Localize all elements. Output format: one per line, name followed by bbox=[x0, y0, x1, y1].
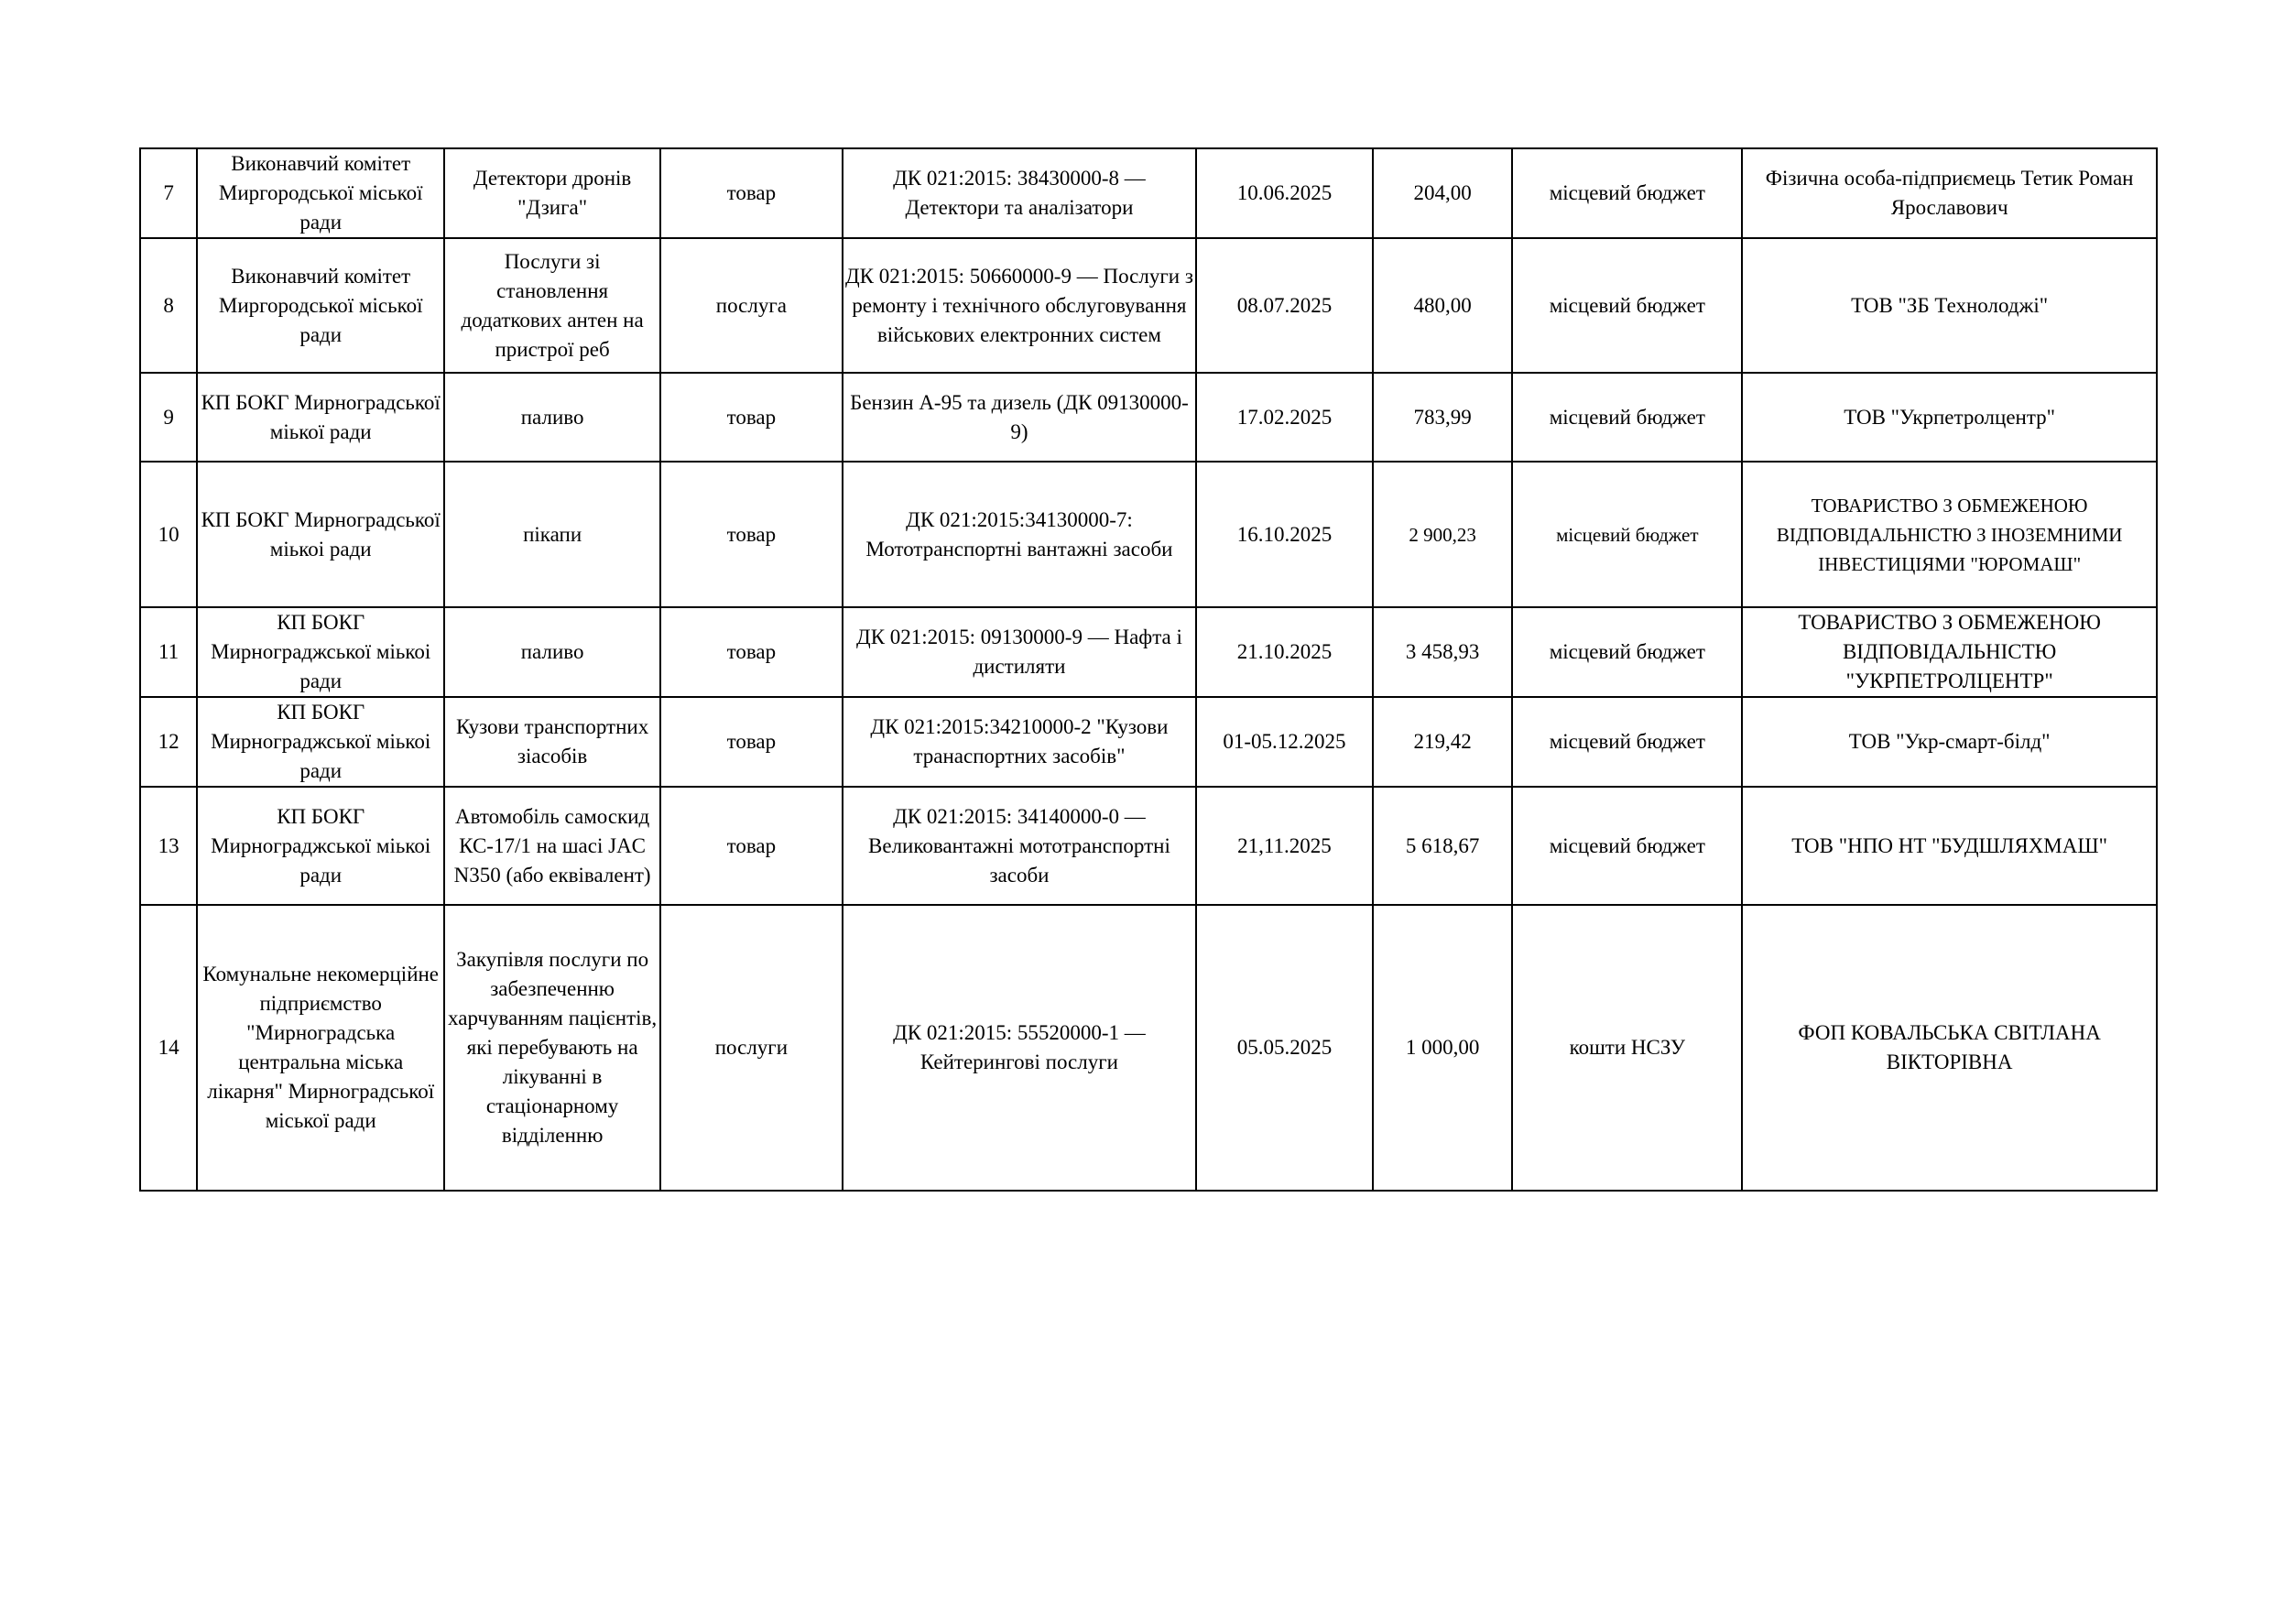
code-cell: ДК 021:2015: 55520000-1 — Кейтерингові послуги bbox=[843, 905, 1196, 1191]
type-cell: товар bbox=[660, 787, 843, 905]
subject-cell: Детектори дронів "Дзига" bbox=[444, 148, 660, 238]
supplier-cell: ФОП КОВАЛЬСЬКА СВІТЛАНА ВІКТОРІВНА bbox=[1742, 905, 2157, 1191]
customer-cell: Виконавчий комітет Миргородської міської ради bbox=[197, 238, 444, 373]
customer-cell: КП БОКГ Мирнограджської міькоі ради bbox=[197, 787, 444, 905]
customer-cell: КП БОКГ Мирнограджської міькоі ради bbox=[197, 607, 444, 697]
row-number: 7 bbox=[140, 148, 197, 238]
type-cell: послуги bbox=[660, 905, 843, 1191]
type-cell: товар bbox=[660, 373, 843, 462]
date-cell: 01-05.12.2025 bbox=[1196, 697, 1373, 787]
customer-cell: Комунальне некомерційне підприємство "Мирноградська центральна міська лікарня" Мирноградської міської ради bbox=[197, 905, 444, 1191]
funding-source-cell: місцевий бюджет bbox=[1512, 607, 1742, 697]
subject-cell: Кузови транспортних зіасобів bbox=[444, 697, 660, 787]
funding-source-cell: місцевий бюджет bbox=[1512, 697, 1742, 787]
code-cell: ДК 021:2015: 38430000-8 — Детектори та аналізатори bbox=[843, 148, 1196, 238]
code-cell: ДК 021:2015: 34140000-0 — Великовантажні мототранспортні засоби bbox=[843, 787, 1196, 905]
subject-cell: паливо bbox=[444, 373, 660, 462]
row-number: 8 bbox=[140, 238, 197, 373]
table-row bbox=[140, 373, 2157, 462]
table-row bbox=[140, 462, 2157, 607]
amount-cell: 3 458,93 bbox=[1373, 607, 1513, 697]
type-cell: товар bbox=[660, 607, 843, 697]
supplier-cell: ТОВАРИСТВО З ОБМЕЖЕНОЮ ВІДПОВІДАЛЬНІСТЮ З ІНОЗЕМНИМИ ІНВЕСТИЦІЯМИ "ЮРОМАШ" bbox=[1742, 462, 2157, 607]
table-row bbox=[140, 905, 2157, 1191]
subject-cell: Послуги зі становлення додаткових антен на пристрої реб bbox=[444, 238, 660, 373]
amount-cell: 1 000,00 bbox=[1373, 905, 1513, 1191]
amount-cell: 5 618,67 bbox=[1373, 787, 1513, 905]
customer-cell: КП БОКГ Мирноградської міької ради bbox=[197, 373, 444, 462]
amount-cell: 480,00 bbox=[1373, 238, 1513, 373]
subject-cell: Автомобіль самоскид КС-17/1 на шасі JAC N350 (або еквівалент) bbox=[444, 787, 660, 905]
table-row bbox=[140, 787, 2157, 905]
type-cell: послуга bbox=[660, 238, 843, 373]
type-cell: товар bbox=[660, 462, 843, 607]
amount-cell: 783,99 bbox=[1373, 373, 1513, 462]
supplier-cell: ТОВ "Укрпетролцентр" bbox=[1742, 373, 2157, 462]
customer-cell: Виконавчий комітет Миргородської міської ради bbox=[197, 148, 444, 238]
type-cell: товар bbox=[660, 697, 843, 787]
amount-cell: 2 900,23 bbox=[1373, 462, 1513, 607]
row-number: 9 bbox=[140, 373, 197, 462]
customer-cell: КП БОКГ Мирноградської міькоі ради bbox=[197, 462, 444, 607]
supplier-cell: ТОВ "Укр-смарт-білд" bbox=[1742, 697, 2157, 787]
code-cell: ДК 021:2015:34130000-7: Мототранспортні вантажні засоби bbox=[843, 462, 1196, 607]
subject-cell: паливо bbox=[444, 607, 660, 697]
supplier-cell: ТОВ "НПО НТ "БУДШЛЯХМАШ" bbox=[1742, 787, 2157, 905]
date-cell: 16.10.2025 bbox=[1196, 462, 1373, 607]
row-number: 13 bbox=[140, 787, 197, 905]
funding-source-cell: місцевий бюджет bbox=[1512, 373, 1742, 462]
funding-source-cell: місцевий бюджет bbox=[1512, 238, 1742, 373]
date-cell: 17.02.2025 bbox=[1196, 373, 1373, 462]
date-cell: 21.10.2025 bbox=[1196, 607, 1373, 697]
supplier-cell: ТОВАРИСТВО З ОБМЕЖЕНОЮ ВІДПОВІДАЛЬНІСТЮ "УКРПЕТРОЛЦЕНТР" bbox=[1742, 607, 2157, 697]
procurement-table-container bbox=[139, 147, 2158, 1192]
row-number: 11 bbox=[140, 607, 197, 697]
supplier-cell: ТОВ "ЗБ Технолоджі" bbox=[1742, 238, 2157, 373]
date-cell: 10.06.2025 bbox=[1196, 148, 1373, 238]
subject-cell: пікапи bbox=[444, 462, 660, 607]
row-number: 10 bbox=[140, 462, 197, 607]
funding-source-cell: місцевий бюджет bbox=[1512, 148, 1742, 238]
row-number: 14 bbox=[140, 905, 197, 1191]
procurement-table bbox=[139, 147, 2158, 1192]
date-cell: 21,11.2025 bbox=[1196, 787, 1373, 905]
table-row bbox=[140, 697, 2157, 787]
supplier-cell: Фізична особа-підприємець Тетик Роман Ярославович bbox=[1742, 148, 2157, 238]
table-row bbox=[140, 148, 2157, 238]
code-cell: ДК 021:2015: 50660000-9 — Послуги з ремонту і технічного обслуговування військових електронних систем bbox=[843, 238, 1196, 373]
code-cell: Бензин А-95 та дизель (ДК 09130000-9) bbox=[843, 373, 1196, 462]
funding-source-cell: місцевий бюджет bbox=[1512, 462, 1742, 607]
row-number: 12 bbox=[140, 697, 197, 787]
date-cell: 05.05.2025 bbox=[1196, 905, 1373, 1191]
code-cell: ДК 021:2015: 09130000-9 — Нафта і дистиляти bbox=[843, 607, 1196, 697]
table-row bbox=[140, 238, 2157, 373]
funding-source-cell: місцевий бюджет bbox=[1512, 787, 1742, 905]
funding-source-cell: кошти НСЗУ bbox=[1512, 905, 1742, 1191]
customer-cell: КП БОКГ Мирнограджської міькоі ради bbox=[197, 697, 444, 787]
amount-cell: 219,42 bbox=[1373, 697, 1513, 787]
type-cell: товар bbox=[660, 148, 843, 238]
subject-cell: Закупівля послуги по забезпеченню харчуванням пацієнтів, які перебувають на лікуванні в стаціонарному відділенню bbox=[444, 905, 660, 1191]
code-cell: ДК 021:2015:34210000-2 "Кузови транаспортних засобів" bbox=[843, 697, 1196, 787]
amount-cell: 204,00 bbox=[1373, 148, 1513, 238]
table-row bbox=[140, 607, 2157, 697]
date-cell: 08.07.2025 bbox=[1196, 238, 1373, 373]
